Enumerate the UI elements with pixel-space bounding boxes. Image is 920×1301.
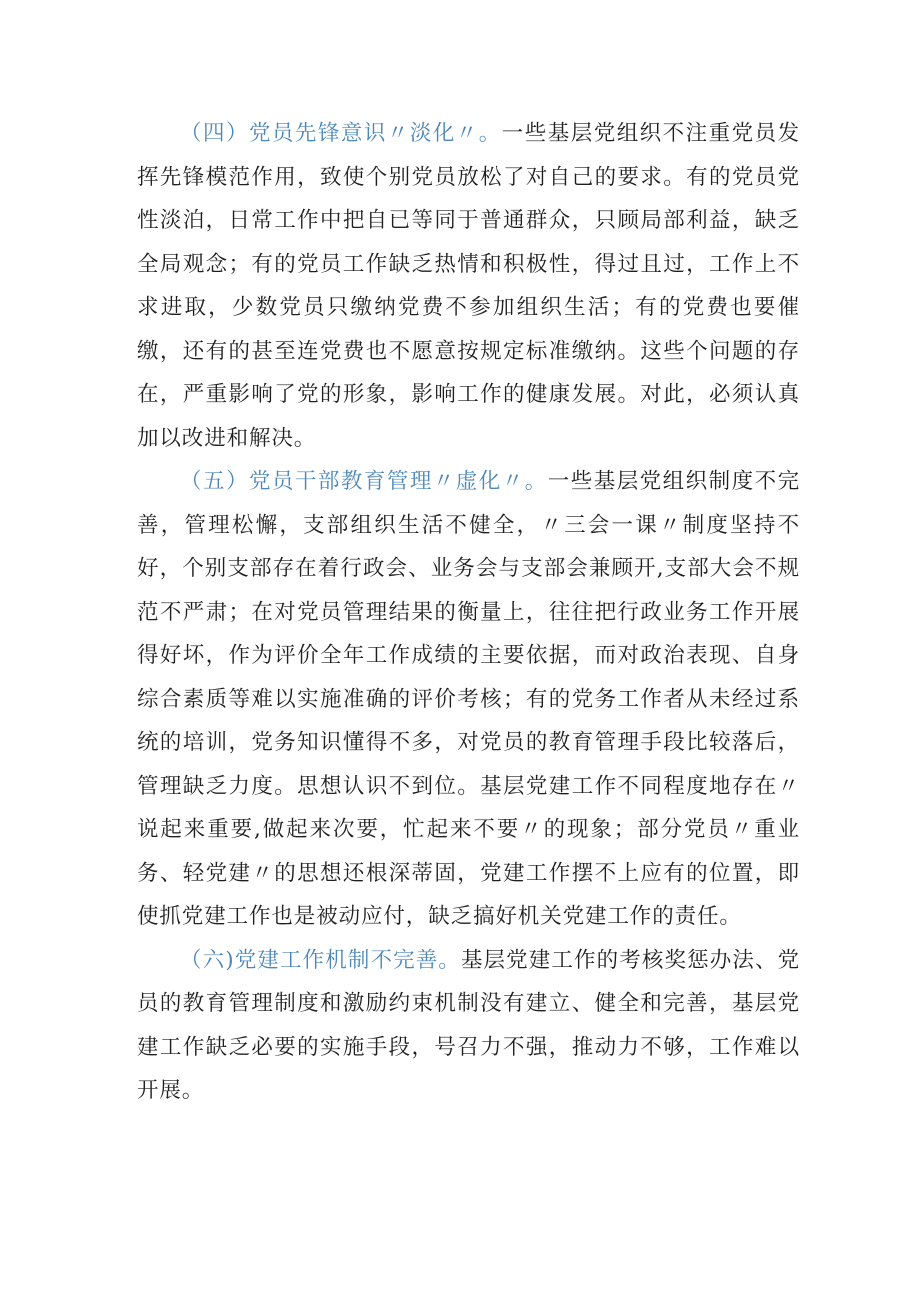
section-heading-4: （四）党员先锋意识〃淡化〃。 [180, 121, 502, 146]
paragraph-5 [137, 460, 800, 939]
section-heading-5: （五）党员干部教育管理〃虚化〃。 [180, 469, 548, 494]
paragraph-4 [137, 112, 800, 460]
section-body-5: 一些基层党组织制度不完善，管理松懈，支部组织生活不健全，〃三会一课〃制度坚持不好，个别支部存在着行政会、业务会与支部会兼顾开,支部大会不规范不严肃；在对党员管理结果的衡量上，往往把行政业务工作开展得好坏，作为评价全年工作成绩的主要依据，而对政治表现、自身综合素质等难以实施准确的评价考核；有的党务工作者从未经过系统的培训，党务知识懂得不多，对党员的教育管理手段比较落后，管理缺乏力度。思想认识不到位。基层党建工作不同程度地存在〃说起来重要,做起来次要，忙起来不要〃的现象；部分党员〃重业务、轻党建〃的思想还根深蒂固，党建工作摆不上应有的位置，即使抓党建工作也是被动应付，缺乏搞好机关党建工作的责任。 [137, 469, 800, 929]
section-body-4: 一些基层党组织不注重党员发挥先锋模范作用，致使个别党员放松了对自己的要求。有的党员党性淡泊，日常工作中把自已等同于普通群众，只顾局部利益，缺乏全局观念；有的党员工作缺乏热情和积极性，得过且过，工作上不求进取，少数党员只缴纳党费不参加组织生活；有的党费也要催缴，还有的甚至连党费也不愿意按规定标准缴纳。这些个问题的存在，严重影响了党的形象，影响工作的健康发展。对此，必须认真加以改进和解决。 [137, 121, 800, 451]
section-heading-6: （六)党建工作机制不完善。 [180, 947, 461, 973]
paragraph-6 [137, 939, 800, 1113]
section-body-6: 基层党建工作的考核奖惩办法、党员的教育管理制度和激励约束机制没有建立、健全和完善，基层党建工作缺乏必要的实施手段，号召力不强，推动力不够，工作难以开展。 [137, 947, 800, 1103]
document-body [137, 112, 800, 1113]
